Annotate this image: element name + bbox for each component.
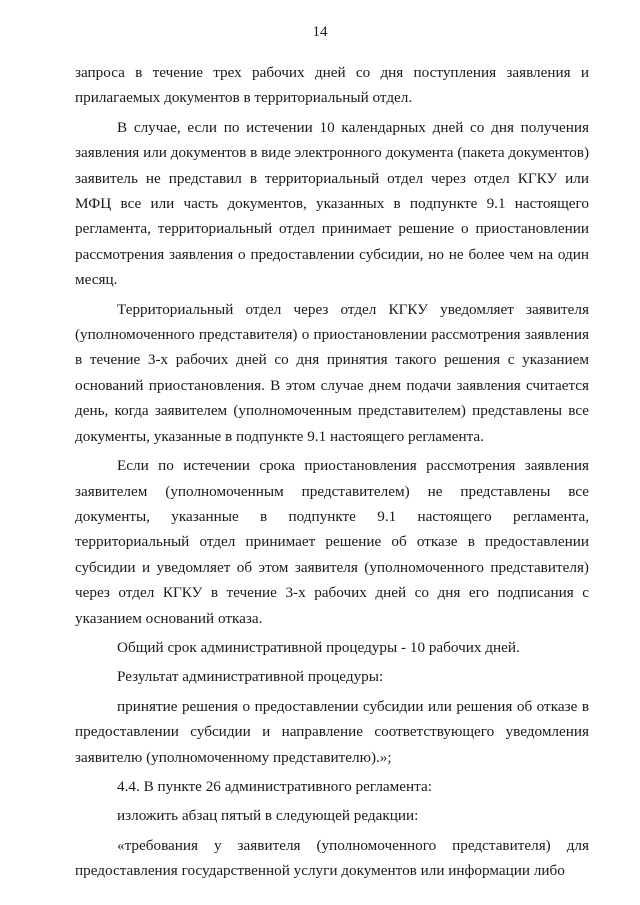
paragraph-amend-instruction: изложить абзац пятый в следующей редакции: bbox=[117, 807, 419, 825]
page-number: 14 bbox=[312, 24, 328, 40]
paragraph-result: принятие решения о предоставлении субсидии или решения об отказе в предоставлении субсидии и направление соответствующего уведомления заявителю (уполномоченному представителю).»; bbox=[75, 697, 589, 766]
paragraph-quoted-requirement: «требования у заявителя (уполномоченного представителя) для предоставления государственной услуги документов или информации либо bbox=[75, 836, 589, 880]
paragraph-notification: Территориальный отдел через отдел КГКУ уведомляет заявителя (уполномоченного представителя) о приостановлении рассмотрения заявления в течение 3-х рабочих дней со дня принятия такого решения с указанием оснований приостановления. В этом случае днем подачи заявления считается день, когда заявителем (уполномоченным представителем) представлены все документы, указанные в подпункте 9.1 настоящего регламента. bbox=[75, 300, 589, 445]
paragraph-total-term: Общий срок административной процедуры - 10 рабочих дней. bbox=[117, 638, 520, 656]
document-body bbox=[75, 60, 589, 888]
paragraph-continuation: запроса в течение трех рабочих дней со дня поступления заявления и прилагаемых документов в территориальный отдел. bbox=[75, 64, 589, 107]
paragraph-suspension-condition: В случае, если по истечении 10 календарных дней со дня получения заявления или документов в виде электронного документа (пакета документов) заявитель не представил в территориальный отдел через отдел КГКУ или МФЦ все или часть документов, указанных в подпункте 9.1 настоящего регламента, территориальный отдел принимает решение о приостановлении рассмотрения заявления о предоставлении субсидии, но не более чем на один месяц. bbox=[75, 118, 589, 289]
paragraph-result-heading: Результат административной процедуры: bbox=[117, 668, 384, 686]
paragraph-clause-4-4: 4.4. В пункте 26 административного регламента: bbox=[117, 777, 432, 795]
paragraph-refusal: Если по истечении срока приостановления рассмотрения заявления заявителем (уполномоченным представителем) не представлены все документы, указанные в подпункте 9.1 настоящего регламента, территориальный отдел принимает решение об отказе в предоставлении субсидии и уведомляет об этом заявителя (уполномоченного представителя) через отдел КГКУ в течение 3-х рабочих дней со дня его подписания с указанием оснований отказа. bbox=[75, 457, 589, 627]
